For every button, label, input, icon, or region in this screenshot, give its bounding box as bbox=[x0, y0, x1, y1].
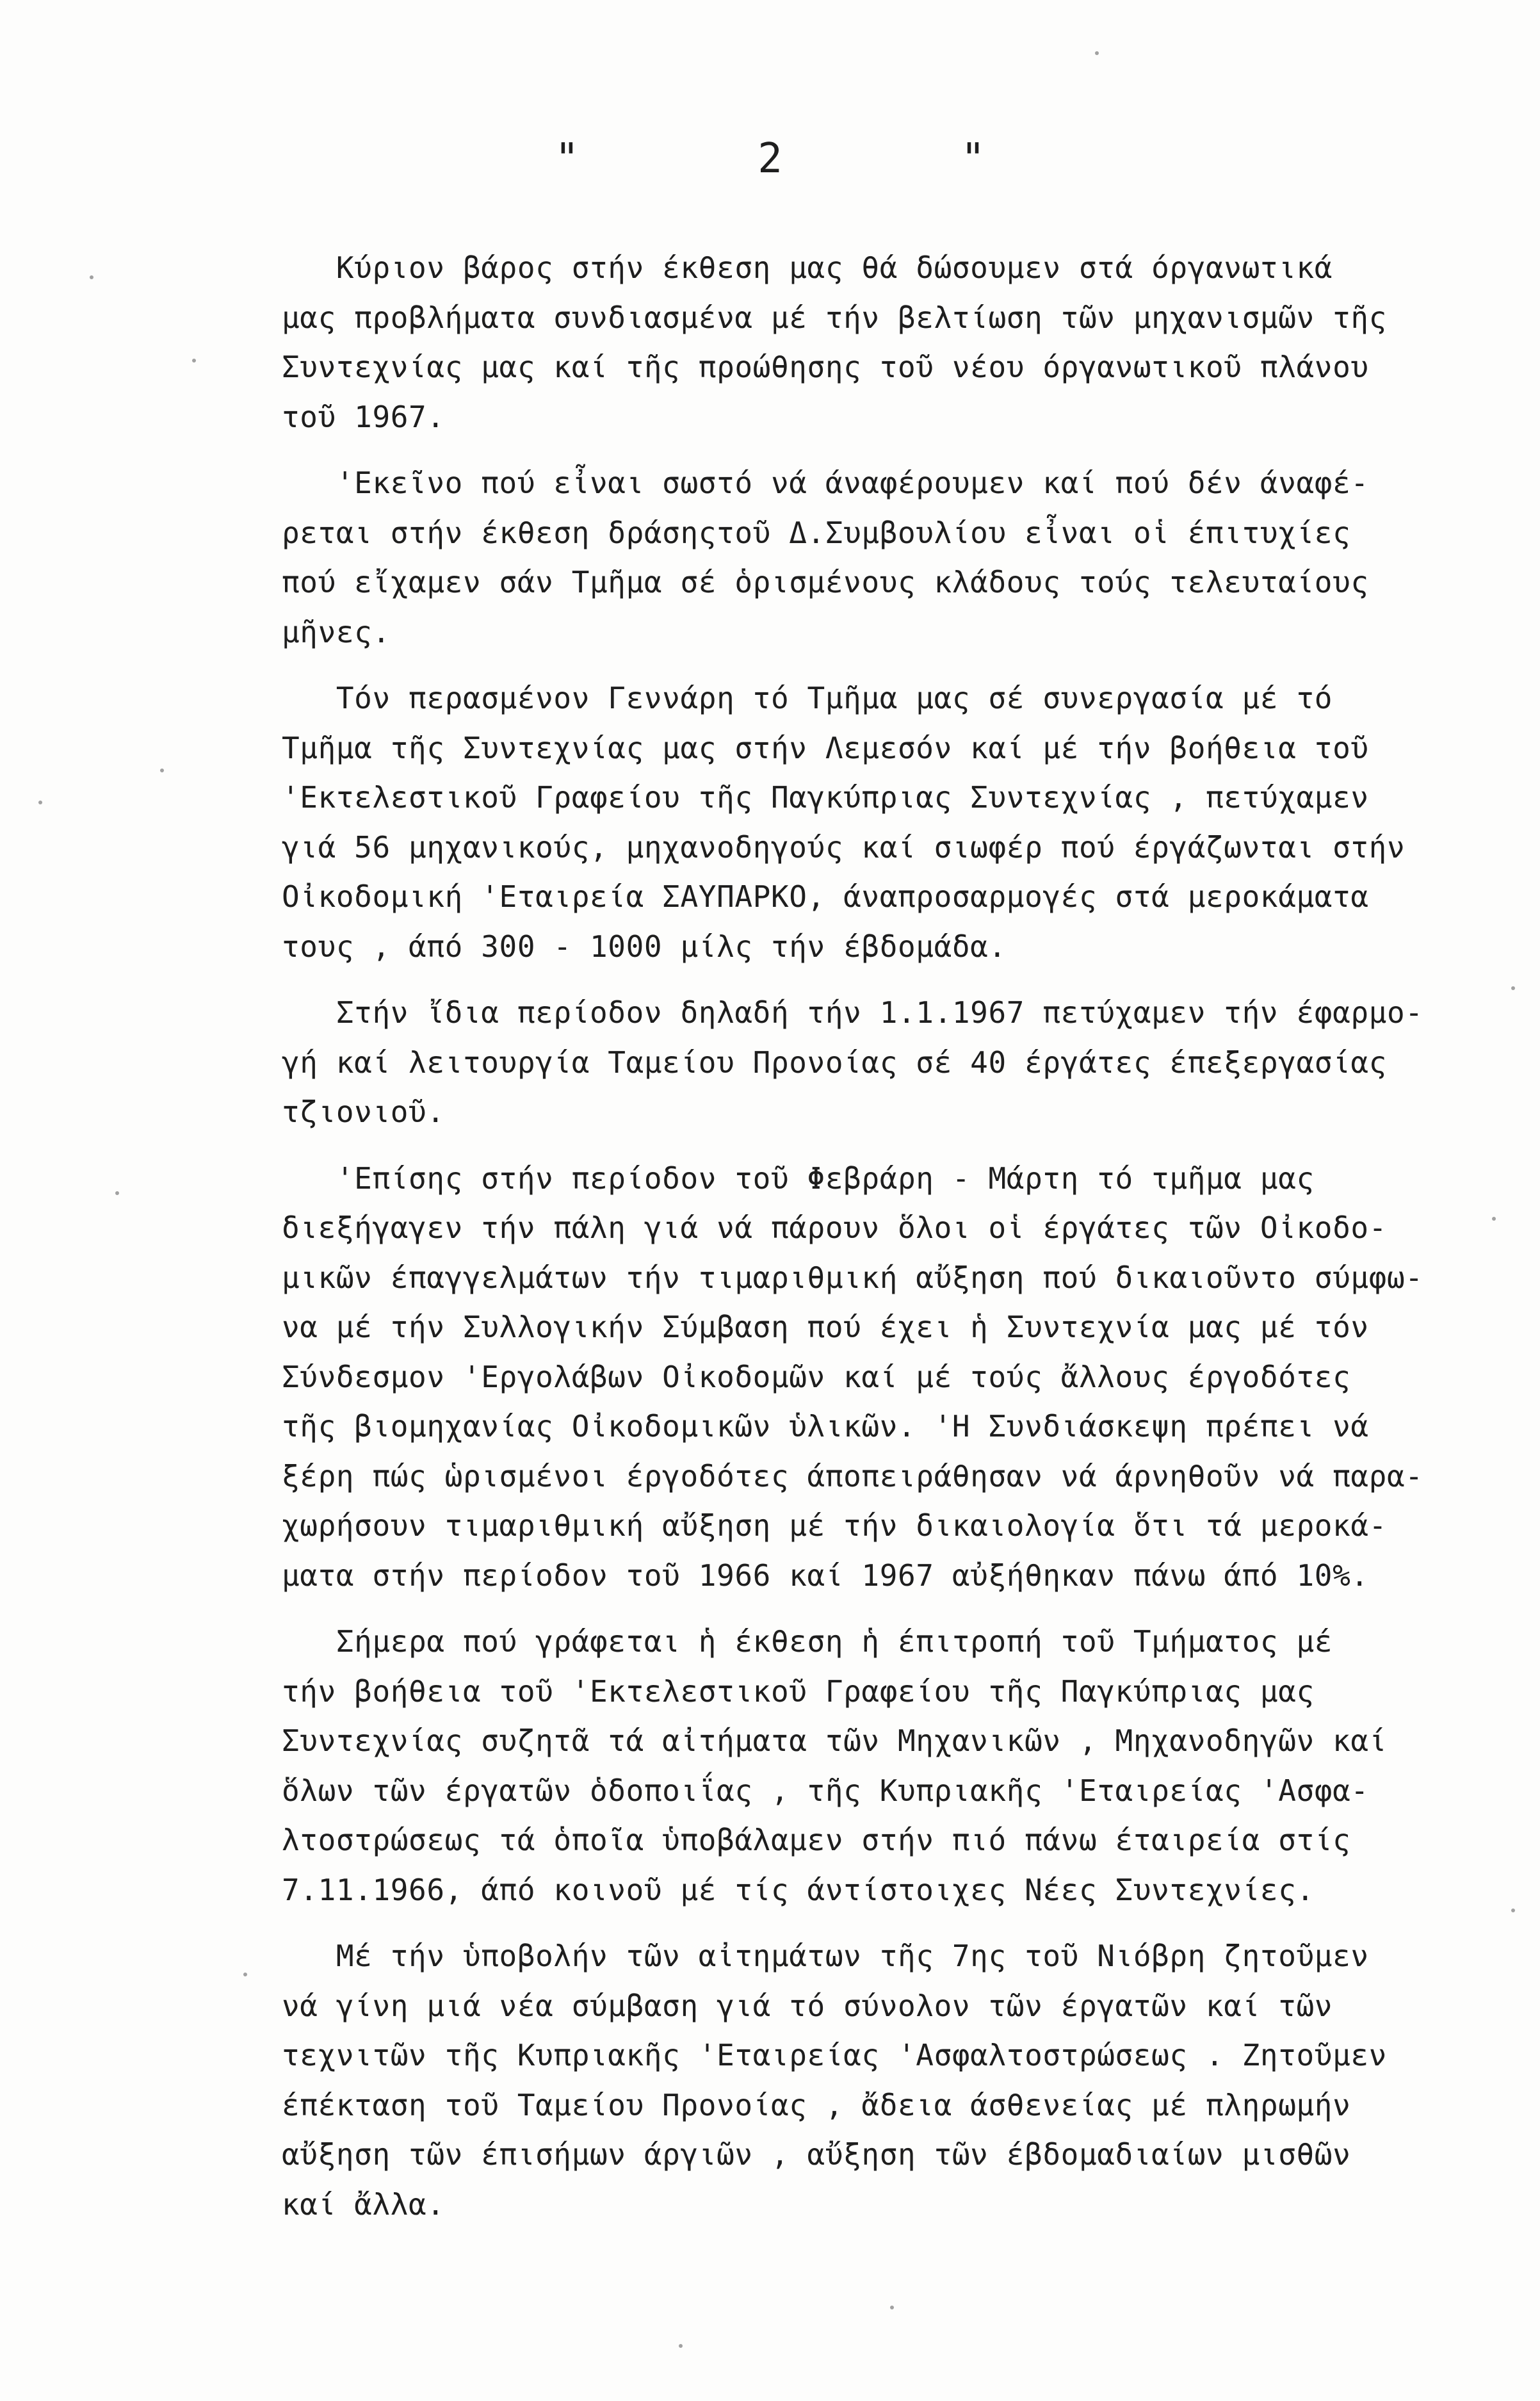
page-number: " 2 " bbox=[555, 135, 985, 183]
text-line: νά γίνη μιά νέα σύμβαση γιά τό σύνολον τῶν έργατῶν καί τῶν bbox=[282, 1988, 1333, 2023]
paragraph bbox=[282, 459, 1524, 657]
scan-speck bbox=[90, 275, 93, 279]
scan-speck bbox=[243, 1973, 247, 1976]
text-line: Τμῆμα τῆς Συντεχνίας μας στήν Λεμεσόν καί μέ τήν βοήθεια τοῦ bbox=[282, 730, 1369, 765]
scan-speck bbox=[115, 1191, 119, 1195]
text-line: λτοστρώσεως τά ὁποῖα ὑποβάλαμεν στήν πιό πάνω έταιρεία στίς bbox=[282, 1823, 1351, 1857]
text-line: ρεται στήν έκθεση δράσηςτοῦ Δ.Συμβουλίου εἶναι οἱ έπιτυχίες bbox=[282, 515, 1351, 550]
text-line: τεχνιτῶν τῆς Κυπριακῆς 'Εταιρείας 'Ασφαλτοστρώσεως . Ζητοῦμεν bbox=[282, 2038, 1387, 2072]
text-line: 'Εκεῖνο πού εἶναι σωστό νά άναφέρουμεν καί πού δέν άναφέ- bbox=[282, 466, 1369, 500]
text-line: Κύριον βάρος στήν έκθεση μας θά δώσουμεν στά όργανωτικά bbox=[282, 250, 1333, 285]
text-line: Τόν περασμένον Γεννάρη τό Τμῆμα μας σέ συνεργασία μέ τό bbox=[282, 681, 1333, 715]
paragraph-gap bbox=[282, 1137, 1524, 1154]
text-line: Μέ τήν ὑποβολήν τῶν αἰτημάτων τῆς 7ης τοῦ Νιόβρη ζητοῦμεν bbox=[282, 1939, 1369, 1973]
scan-speck bbox=[1511, 986, 1515, 990]
paragraph-gap bbox=[282, 442, 1524, 459]
text-line: Συντεχνίας μας καί τῆς προώθησης τοῦ νέου όργανωτικοῦ πλάνου bbox=[282, 350, 1369, 384]
paragraph-gap bbox=[282, 657, 1524, 674]
text-line: Στήν ἴδια περίοδον δηλαδή τήν 1.1.1967 πετύχαμεν τήν έφαρμο- bbox=[282, 995, 1423, 1030]
text-line: τοῦ 1967. bbox=[282, 399, 445, 434]
text-line: να μέ τήν Συλλογικήν Σύμβαση πού έχει ἡ Συντεχνία μας μέ τόν bbox=[282, 1310, 1369, 1344]
text-line: έπέκταση τοῦ Ταμείου Προνοίας , ἄδεια άσθενείας μέ πληρωμήν bbox=[282, 2087, 1351, 2122]
scan-speck bbox=[1095, 51, 1099, 55]
text-line: Σήμερα πού γράφεται ἡ έκθεση ἡ έπιτροπή τοῦ Τμήματος μέ bbox=[282, 1624, 1333, 1659]
text-line: ὅλων τῶν έργατῶν ὁδοποιΐας , τῆς Κυπριακῆς 'Εταιρείας 'Ασφα- bbox=[282, 1773, 1369, 1808]
text-line: μας προβλήματα συνδιασμένα μέ τήν βελτίωση τῶν μηχανισμῶν τῆς bbox=[282, 300, 1387, 335]
scan-speck bbox=[1511, 1909, 1515, 1912]
paragraph bbox=[282, 1154, 1524, 1601]
text-line: τους , άπό 300 - 1000 μίλς τήν έβδομάδα. bbox=[282, 929, 1007, 964]
scan-speck bbox=[890, 2306, 894, 2309]
scan-speck bbox=[192, 359, 196, 362]
text-line: ξέρη πώς ὡρισμένοι έργοδότες άποπειράθησαν νά άρνηθοῦν νά παρα- bbox=[282, 1458, 1423, 1494]
text-line: Οἰκοδομική 'Εταιρεία ΣΑΥΠΑΡΚΟ, άναπροσαρμογές στά μεροκάματα bbox=[282, 879, 1369, 914]
paragraph bbox=[282, 1617, 1524, 1915]
paragraph bbox=[282, 1932, 1524, 2229]
paragraph-gap bbox=[282, 972, 1524, 988]
text-line: χωρήσουν τιμαριθμική αὔξηση μέ τήν δικαιολογία ὅτι τά μεροκά- bbox=[282, 1508, 1387, 1543]
text-line: Σύνδεσμον 'Εργολάβων Οἰκοδομῶν καί μέ τούς ἄλλους έργοδότες bbox=[282, 1359, 1351, 1394]
text-line: τῆς βιομηχανίας Οἰκοδομικῶν ὑλικῶν. 'Η Συνδιάσκεψη πρέπει νά bbox=[282, 1409, 1369, 1444]
text-line: διεξήγαγεν τήν πάλη γιά νά πάρουν ὅλοι οἱ έργάτες τῶν Οἰκοδο- bbox=[282, 1210, 1387, 1245]
text-line: καί ἄλλα. bbox=[282, 2186, 445, 2222]
text-line: μῆνες. bbox=[282, 614, 391, 649]
scan-speck bbox=[1492, 1217, 1496, 1221]
text-line: αὔξηση τῶν έπισήμων άργιῶν , αὔξηση τῶν έβδομαδιαίων μισθῶν bbox=[282, 2137, 1351, 2172]
paragraph bbox=[282, 674, 1524, 972]
paragraph-gap bbox=[282, 1915, 1524, 1932]
text-line: 7.11.1966, άπό κοινοῦ μέ τίς άντίστοιχες Νέες Συντεχνίες. bbox=[282, 1872, 1315, 1907]
paragraph bbox=[282, 243, 1524, 442]
scan-speck bbox=[160, 769, 164, 772]
text-line: μικῶν έπαγγελμάτων τήν τιμαριθμική αὔξηση πού δικαιοῦντο σύμφω- bbox=[282, 1260, 1423, 1295]
text-line: 'Εκτελεστικοῦ Γραφείου τῆς Παγκύπριας Συντεχνίας , πετύχαμεν bbox=[282, 780, 1369, 815]
text-line: πού εἴχαμεν σάν Τμῆμα σέ ὁρισμένους κλάδους τούς τελευταίους bbox=[282, 565, 1369, 599]
scan-speck bbox=[679, 2344, 683, 2348]
report-body bbox=[282, 243, 1524, 2229]
paragraph-gap bbox=[282, 1600, 1524, 1617]
text-line: τήν βοήθεια τοῦ 'Εκτελεστικοῦ Γραφείου τῆς Παγκύπριας μας bbox=[282, 1673, 1315, 1709]
text-line: γιά 56 μηχανικούς, μηχανοδηγούς καί σιωφέρ πού έργάζωνται στήν bbox=[282, 829, 1406, 865]
scan-speck bbox=[38, 801, 42, 804]
text-line: Συντεχνίας συζητᾶ τά αἰτήματα τῶν Μηχανικῶν , Μηχανοδηγῶν καί bbox=[282, 1723, 1387, 1758]
text-line: γή καί λειτουργία Ταμείου Προνοίας σέ 40 έργάτες έπεξεργασίας bbox=[282, 1045, 1387, 1080]
paragraph bbox=[282, 988, 1524, 1137]
text-line: ματα στήν περίοδον τοῦ 1966 καί 1967 αὐξήθηκαν πάνω άπό 10%. bbox=[282, 1558, 1369, 1593]
text-line: 'Επίσης στήν περίοδον τοῦ Φεβράρη - Μάρτη τό τμῆμα μας bbox=[282, 1160, 1315, 1196]
text-line: τζιονιοῦ. bbox=[282, 1095, 445, 1129]
